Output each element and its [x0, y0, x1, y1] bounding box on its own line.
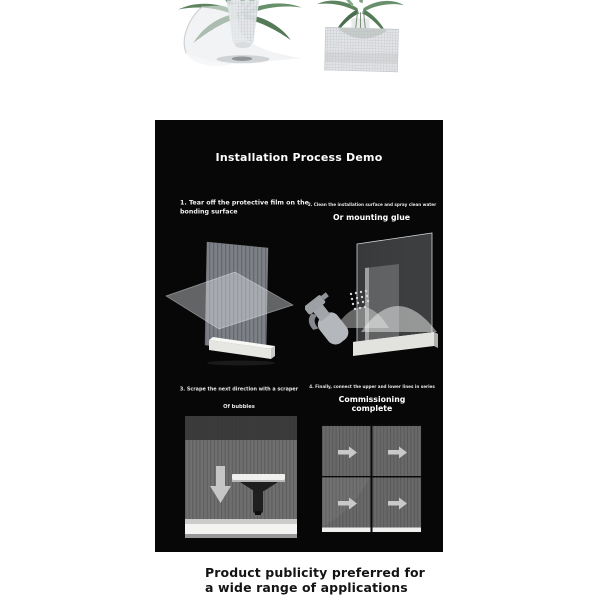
- flat-mesh-screen-illustration: [313, 0, 408, 73]
- step2-emphasis: Or mounting glue: [332, 212, 411, 222]
- peeled-protective-film: [166, 272, 293, 329]
- step3-illustration-squeegee: [185, 416, 297, 538]
- base-bar: [185, 524, 297, 534]
- step2-small-text: 2. Clean the installation surface and spray clean water: [307, 202, 436, 208]
- step3-heading: 3. Scrape the next direction with a scraper: [179, 385, 299, 392]
- mesh-panel: [325, 27, 399, 71]
- product-photo-rolled-film-plant: [168, 0, 312, 84]
- step1-heading: 1. Tear off the protective film on the bonding surface: [180, 199, 309, 216]
- step4-emphasis: Commissioning complete: [338, 394, 406, 414]
- step4-small-text: 4. Finally, connect the upper and lower lines in series: [309, 384, 435, 390]
- step2-caption: [305, 202, 438, 222]
- footer-caption: Product publicity preferred for a wide range of applications: [205, 565, 425, 595]
- product-photo-flat-mesh-plant: [313, 0, 408, 73]
- step4-caption: [306, 384, 438, 413]
- step3-subtext: Of bubbles: [223, 402, 255, 410]
- rolled-transparent-film-illustration: [168, 0, 312, 84]
- panel-title: Installation Process Demo: [215, 151, 383, 164]
- step4-illustration-series-connection: [322, 424, 422, 533]
- installation-process-panel: [155, 120, 443, 552]
- step1-illustration-peel-film: [165, 232, 295, 374]
- step2-illustration-spray-clean: [305, 228, 440, 378]
